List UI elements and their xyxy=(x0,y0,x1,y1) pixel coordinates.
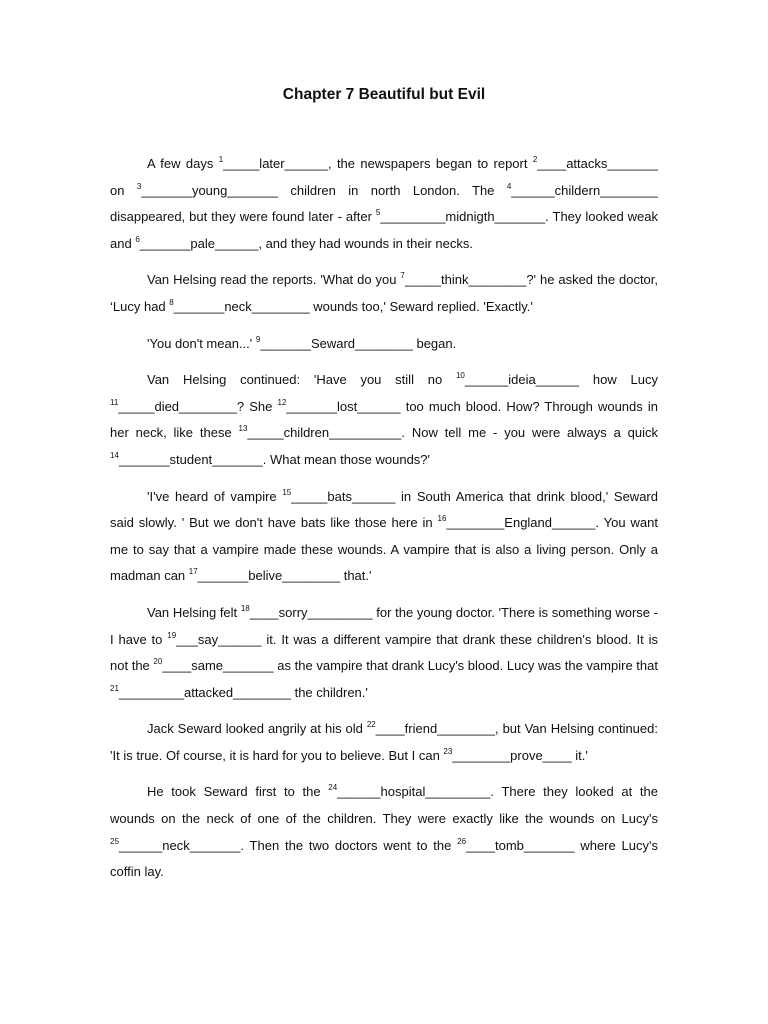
blank-answer-22: ____friend________ xyxy=(375,721,496,737)
blank-number-14: 14 xyxy=(110,450,119,460)
text-segment: Van Helsing continued: 'Have you still no xyxy=(147,372,456,388)
paragraph-1 xyxy=(110,151,658,257)
text-segment: as the vampire that drank Lucy's blood. Lucy was the vampire that xyxy=(273,658,658,674)
chapter-title: Chapter 7 Beautiful but Evil xyxy=(282,86,486,103)
text-segment: . There they looked at the wounds on the neck of one of the children. They were exactly like the wounds on Lucy's xyxy=(110,784,658,827)
paragraph-8 xyxy=(110,779,658,885)
text-segment: ?' he asked the doctor, ‘Lucy had xyxy=(110,272,659,314)
blank-answer-12: _______lost______ xyxy=(286,398,401,414)
blank-answer-7: _____think________ xyxy=(404,272,527,288)
blank-answer-24: ______hospital_________ xyxy=(337,784,491,800)
blank-number-8: 8 xyxy=(169,297,174,307)
text-segment: where Lucy's coffin lay. xyxy=(110,837,658,880)
blank-number-26: 26 xyxy=(457,836,467,846)
blank-answer-2: ____attacks_______ xyxy=(537,156,658,171)
text-segment: ? She xyxy=(236,398,278,414)
blank-number-3: 3 xyxy=(136,181,142,191)
paragraph-3 xyxy=(110,331,658,358)
blank-number-6: 6 xyxy=(135,234,140,244)
blank-answer-19: ___say______ xyxy=(176,631,262,647)
text-segment: Van Helsing felt xyxy=(147,604,241,620)
text-segment: on xyxy=(110,182,137,198)
text-segment: began. xyxy=(412,335,457,351)
blank-number-7: 7 xyxy=(400,271,405,281)
text-segment: in South America that drink blood,' Seward said slowly. ' But we don't have bats like those here in xyxy=(110,488,658,531)
blank-answer-4: ______childern________ xyxy=(511,182,659,198)
blank-answer-3: _______young_______ xyxy=(141,182,278,198)
blank-number-2: 2 xyxy=(532,155,538,164)
paragraph-6 xyxy=(110,600,658,706)
blank-answer-15: _____bats______ xyxy=(291,488,396,504)
blank-number-10: 10 xyxy=(455,371,465,381)
blank-answer-17: _______belive________ xyxy=(197,568,341,584)
text-segment: it. It was a different vampire that drank these children's blood. It is not the xyxy=(110,631,659,674)
blank-answer-5: _________midnigth_______ xyxy=(380,209,546,225)
text-segment: for the young doctor. 'There is something worse - I have to xyxy=(110,604,658,647)
text-segment: . Now tell me - you were always a quick xyxy=(401,425,658,441)
text-segment: that.' xyxy=(340,568,372,584)
text-segment: . Then the two doctors went to the xyxy=(240,837,458,853)
text-segment: 'I've heard of vampire xyxy=(147,488,283,504)
blank-number-16: 16 xyxy=(437,514,447,524)
text-segment: , and they had wounds in their necks. xyxy=(258,235,473,251)
blank-number-13: 13 xyxy=(238,424,248,434)
blank-answer-6: _______pale______ xyxy=(139,235,259,251)
text-segment: . They looked weak and xyxy=(110,209,659,251)
paragraph-7 xyxy=(110,716,658,769)
text-segment: wounds too,' Seward replied. 'Exactly.' xyxy=(309,298,533,314)
blank-number-12: 12 xyxy=(277,397,287,407)
text-segment: , but Van Helsing continued: 'It is true. Of course, it is hard for you to believe. But I can xyxy=(110,721,658,763)
paragraph-4 xyxy=(110,367,658,473)
blank-number-25: 25 xyxy=(110,836,119,846)
blank-number-22: 22 xyxy=(366,720,376,730)
text-segment: He took Seward first to the xyxy=(147,784,329,800)
text-segment: the children.' xyxy=(290,684,368,700)
blank-answer-11: _____died________ xyxy=(118,398,237,414)
blank-answer-1: _____later______ xyxy=(223,156,328,171)
blank-answer-10: ______ideia______ xyxy=(464,372,580,388)
blank-number-1: 1 xyxy=(218,155,224,164)
text-segment: . What mean those wounds?' xyxy=(262,451,431,467)
blank-number-9: 9 xyxy=(255,334,261,344)
text-segment: Jack Seward looked angrily at his old xyxy=(147,721,367,737)
blank-answer-23: ________prove____ xyxy=(452,747,572,763)
blank-answer-25: ______neck_______ xyxy=(118,837,241,853)
blank-number-17: 17 xyxy=(188,567,198,577)
text-segment: A few days xyxy=(147,156,219,171)
blank-answer-26: ____tomb_______ xyxy=(466,837,575,853)
text-segment: children in north London. The xyxy=(277,182,507,198)
blank-answer-21: _________attacked________ xyxy=(118,684,291,700)
blank-number-5: 5 xyxy=(375,208,381,218)
text-segment: Van Helsing read the reports. 'What do you xyxy=(147,272,401,288)
blank-answer-16: ________England______ xyxy=(446,515,596,531)
blank-answer-18: ____sorry_________ xyxy=(249,604,373,620)
blank-number-18: 18 xyxy=(240,603,250,613)
blank-number-24: 24 xyxy=(328,783,338,793)
blank-number-4: 4 xyxy=(506,181,512,191)
paragraph-2 xyxy=(110,267,658,320)
blank-number-21: 21 xyxy=(110,683,119,693)
blank-number-15: 15 xyxy=(282,487,292,497)
blank-number-11: 11 xyxy=(110,397,119,407)
text-segment: too much blood. How? Through wounds in her neck, like these xyxy=(110,398,658,441)
blank-number-19: 19 xyxy=(167,630,177,640)
story-text xyxy=(110,151,658,886)
text-segment: 'You don't mean...' xyxy=(147,335,256,351)
blank-answer-20: ____same_______ xyxy=(162,658,274,674)
text-segment: it.' xyxy=(571,747,588,763)
text-segment: how Lucy xyxy=(579,372,658,388)
text-segment: disappeared, but they were found later - after xyxy=(110,209,376,225)
blank-number-20: 20 xyxy=(153,657,163,667)
blank-number-23: 23 xyxy=(443,746,453,756)
blank-answer-9: _______Seward________ xyxy=(260,335,413,351)
text-segment: . You want me to say that a vampire made these wounds. A vampire that is also a living person. Only a madman can xyxy=(110,515,659,584)
paragraph-5 xyxy=(110,484,658,590)
blank-answer-8: _______neck________ xyxy=(173,298,310,314)
blank-answer-14: _______student_______ xyxy=(118,451,263,467)
blank-answer-13: _____children__________ xyxy=(247,425,402,441)
text-segment: , the newspapers began to report xyxy=(327,156,533,171)
